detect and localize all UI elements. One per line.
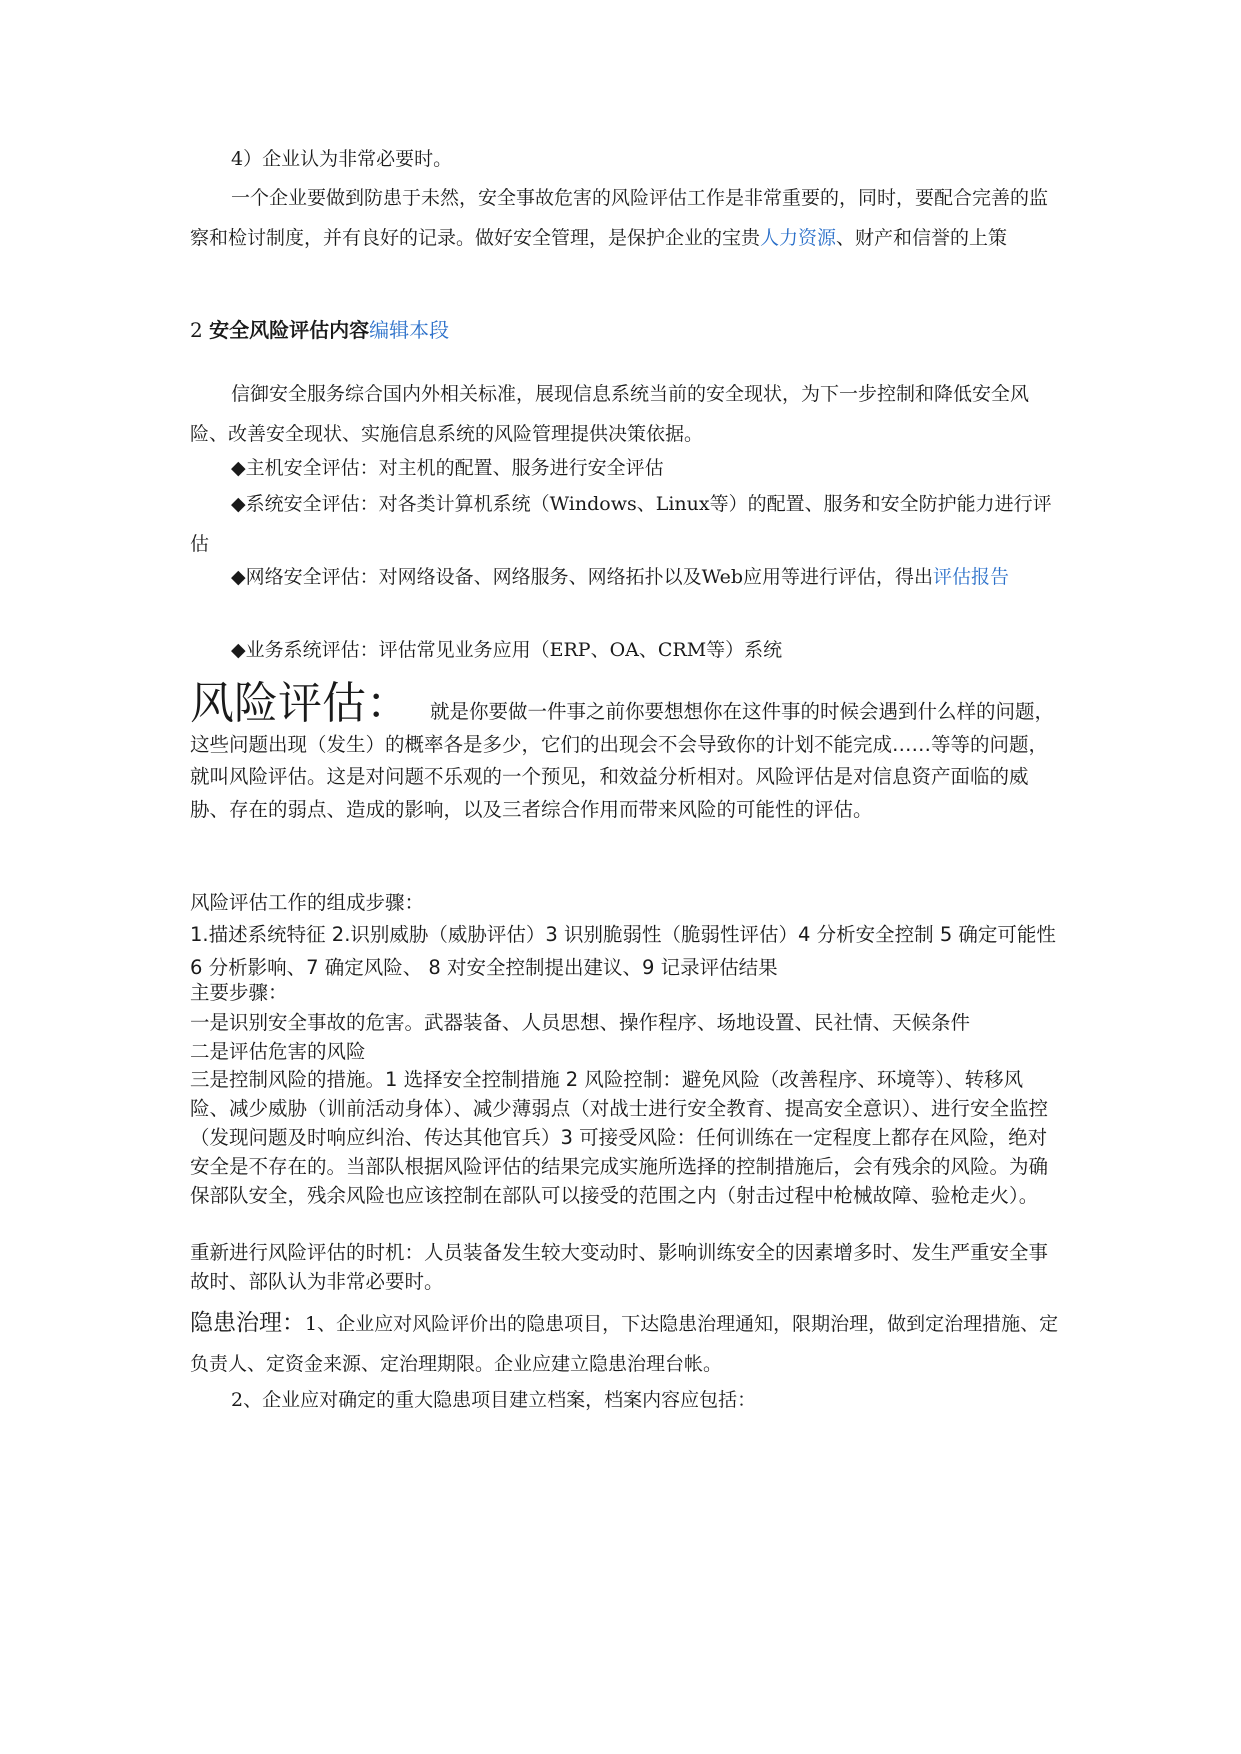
risk-assessment-definition <box>190 678 1060 826</box>
section-intro: 信御安全服务综合国内外相关标准，展现信息系统当前的安全现状，为下一步控制和降低安全风险、改善安全现状、实施信息系统的风险管理提供决策依据。 <box>190 383 1030 445</box>
risk-assessment-heading: 风险评估： <box>190 678 410 729</box>
paragraph-prevention-text: 一个企业要做到防患于未然，安全事故危害的风险评估工作是非常重要的，同时，要配合完善的监察和检讨制度，并有良好的记录。做好安全管理，是保护企业的宝贵 <box>190 187 1049 249</box>
item-4: 4）企业认为非常必要时。 <box>231 148 453 170</box>
step-three: 三是控制风险的措施。1 选择安全控制措施 2 风险控制：避免风险（改善程序、环境等）、转移风险、减少威胁（训前活动身体）、减少薄弱点（对战士进行安全教育、提高安全意识）、进行安全监控（发现问题及时响应纠治、传达其他官兵）3 可接受风险：任何训练在一定程度上都存在风险，绝对安全是不存在的。当部队根据风险评估的结果完成实施所选择的控制措施后，会有残余的风险。为确保部队安全，残余风险也应该控制在部队可以接受的范围之内（射击过程中枪械故障、验枪走火）。 <box>190 1068 1049 1207</box>
steps-list: 1.描述系统特征 2.识别威胁（威胁评估）3 识别脆弱性（脆弱性评估）4 分析安全控制 5 确定可能性 6 分析影响、7 确定风险、 8 对安全控制提出建议、9 记录评估结果 <box>190 923 1056 979</box>
step-one: 一是识别安全事故的危害。武器装备、人员思想、操作程序、场地设置、民社情、天候条件 <box>190 1011 971 1034</box>
bullet-system-assessment: ◆系统安全评估：对各类计算机系统（Windows、Linux等）的配置、服务和安全防护能力进行评估 <box>190 493 1052 555</box>
risk-assessment-text: 就是你要做一件事之前你要想想你在这件事的时候会遇到什么样的问题，这些问题出现（发生）的概率各是多少，它们的出现会不会导致你的计划不能完成……等等的问题，就叫风险评估。这是对问题不乐观的一个预见，和效益分析相对。风险评估是对信息资产面临的威胁、存在的弱点、造成的影响，以及三者综合作用而带来风险的可能性的评估。 <box>190 700 1055 821</box>
link-assessment-report[interactable]: 评估报告 <box>933 566 1010 588</box>
bullet-host-assessment: ◆主机安全评估：对主机的配置、服务进行安全评估 <box>231 457 664 479</box>
bullet-business-assessment: ◆业务系统评估：评估常见业务应用（ERP、OA、CRM等）系统 <box>231 639 783 661</box>
steps-label: 风险评估工作的组成步骤： <box>190 891 425 914</box>
paragraph-prevention <box>190 178 1060 258</box>
edit-section-link[interactable]: 编辑本段 <box>369 318 450 342</box>
reassessment-timing: 重新进行风险评估的时机：人员装备发生较大变动时、影响训练安全的因素增多时、发生严重安全事故时、部队认为非常必要时。 <box>190 1241 1049 1293</box>
main-steps-label: 主要步骤： <box>190 981 288 1004</box>
hazard-item-2: 2、企业应对确定的重大隐患项目建立档案，档案内容应包括： <box>231 1389 757 1411</box>
step-two: 二是评估危害的风险 <box>190 1040 366 1063</box>
bullet-network-text: ◆网络安全评估：对网络设备、网络服务、网络拓扑以及Web应用等进行评估，得出 <box>231 566 934 588</box>
section-number: 2 <box>190 318 203 342</box>
hazard-item-1 <box>190 1303 1060 1384</box>
hazard-item-1-text: 1、企业应对风险评价出的隐患项目，下达隐患治理通知，限期治理，做到定治理措施、定负责人、定资金来源、定治理期限。企业应建立隐患治理台帐。 <box>190 1313 1059 1375</box>
link-human-resources[interactable]: 人力资源 <box>760 227 837 249</box>
section-title: 安全风险评估内容 <box>209 318 370 342</box>
section-heading <box>190 314 1060 346</box>
bullet-network-assessment <box>190 557 1060 597</box>
paragraph-prevention-tail: 、财产和信誉的上策 <box>836 227 1008 249</box>
hazard-heading: 隐患治理： <box>190 1310 305 1336</box>
